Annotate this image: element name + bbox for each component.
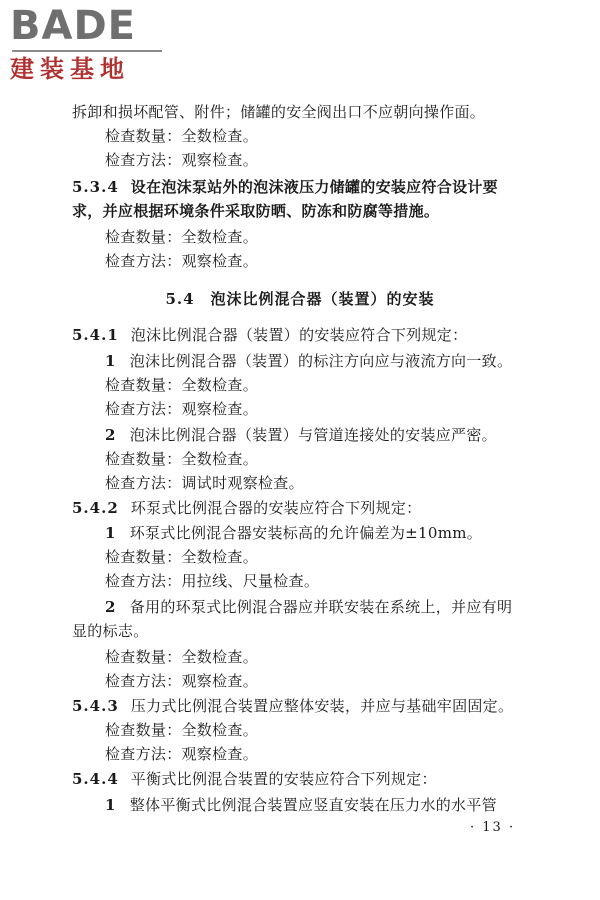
- clause-number: 5.3.4: [72, 178, 119, 196]
- text-line: 检查方法：观察检查。: [105, 252, 259, 270]
- page-number: · 13 ·: [470, 820, 516, 835]
- item-text: 整体平衡式比例混合装置应竖直安装在压力水的水平管: [129, 796, 497, 814]
- clause-line: [72, 497, 421, 519]
- item-line: [105, 522, 482, 544]
- text-line: 检查数量：全数检查。: [105, 127, 259, 145]
- text-line: 检查数量：全数检查。: [105, 450, 259, 468]
- text-line: 检查方法：观察检查。: [105, 672, 259, 690]
- text-line: 检查数量：全数检查。: [105, 228, 259, 246]
- item-text: 环泵式比例混合器安装标高的允许偏差为±10mm。: [129, 524, 483, 542]
- text-line: 显的标志。: [72, 622, 149, 640]
- clause-text: 压力式比例混合装置应整体安装，并应与基础牢固固定。: [130, 697, 514, 715]
- clause-text: 泡沫比例混合器（装置）的安装应符合下列规定：: [130, 326, 468, 344]
- item-line: [105, 596, 512, 618]
- clause-line: [72, 176, 498, 198]
- text-line: 检查方法：观察检查。: [105, 745, 259, 763]
- text-line: 检查数量：全数检查。: [105, 721, 259, 739]
- clause-number: 5.4.3: [72, 697, 119, 715]
- item-text: 泡沫比例混合器（装置）的标注方向应与液流方向一致。: [129, 352, 513, 370]
- clause-text: 设在泡沫泵站外的泡沫液压力储罐的安装应符合设计要: [130, 178, 498, 196]
- item-number: 1: [105, 796, 116, 814]
- text-line: 检查方法：观察检查。: [105, 151, 259, 169]
- item-text: 备用的环泵式比例混合器应并联安装在系统上，并应有明: [129, 598, 513, 616]
- text-line: 检查数量：全数检查。: [105, 548, 259, 566]
- item-text: 泡沫比例混合器（装置）与管道连接处的安装应严密。: [129, 426, 497, 444]
- logo-subtitle: 建装基地: [10, 55, 130, 83]
- text-line: 检查方法：调试时观察检查。: [105, 474, 304, 492]
- item-line: [105, 350, 512, 372]
- text-line: 检查数量：全数检查。: [105, 376, 259, 394]
- clause-line: [72, 768, 437, 790]
- item-line: [105, 794, 497, 816]
- clause-number: 5.4.2: [72, 499, 119, 517]
- clause-line: [72, 324, 467, 346]
- section-heading: 5.4 泡沫比例混合器（装置）的安装: [165, 290, 435, 308]
- clause-text: 平衡式比例混合装置的安装应符合下列规定：: [130, 770, 437, 788]
- item-number: 1: [105, 352, 116, 370]
- item-number: 2: [105, 426, 116, 444]
- text-line: 求，并应根据环境条件采取防晒、防冻和防腐等措施。: [72, 202, 440, 220]
- text-line: 检查方法：观察检查。: [105, 400, 259, 418]
- clause-number: 5.4.4: [72, 770, 119, 788]
- item-number: 1: [105, 524, 116, 542]
- text-line: 检查方法：用拉线、尺量检查。: [105, 572, 320, 590]
- text-line: 拆卸和损坏配管、附件；储罐的安全阀出口不应朝向操作面。: [72, 103, 486, 121]
- clause-number: 5.4.1: [72, 326, 119, 344]
- bade-logo: [10, 4, 180, 86]
- item-number: 2: [105, 598, 116, 616]
- clause-line: [72, 695, 513, 717]
- logo-divider: [12, 50, 162, 52]
- text-line: 检查数量：全数检查。: [105, 648, 259, 666]
- logo-wordmark: BADE: [10, 3, 136, 49]
- clause-text: 环泵式比例混合器的安装应符合下列规定：: [130, 499, 422, 517]
- item-line: [105, 424, 497, 446]
